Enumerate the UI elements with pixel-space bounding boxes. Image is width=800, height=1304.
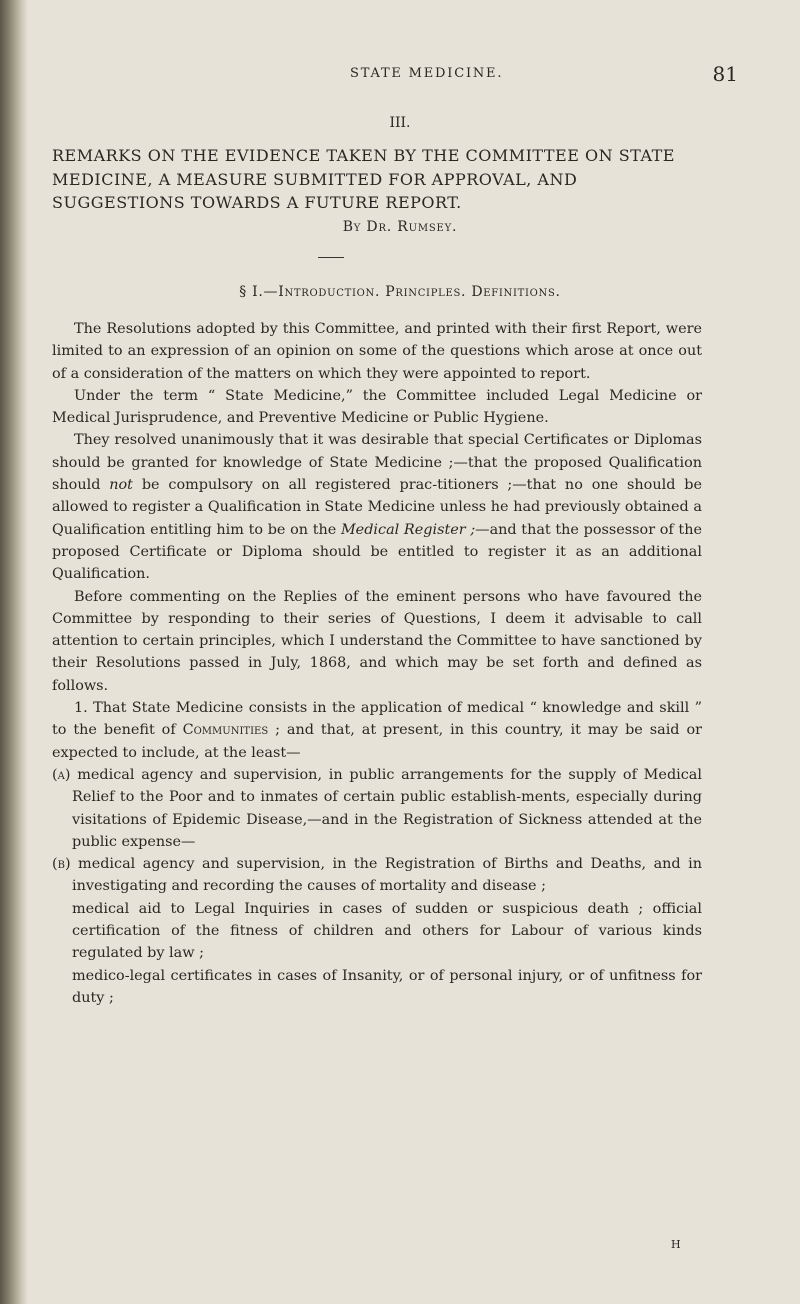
item-label: (a) [52,766,71,783]
list-item-b-continued: medical aid to Legal Inquiries in cases of sudden or suspicious death ; official certification of the fitness of children and others for Labour of various kinds regulated by law ; [72,900,702,962]
page-number: 81 [712,62,738,86]
signature-mark: H [671,1238,681,1251]
article-title: REMARKS ON THE EVIDENCE TAKEN BY THE COMMITTEE ON STATE MEDICINE, A MEASURE SUBMITTED FOR APPROVAL, AND SUGGESTIONS TOWARDS A FUTURE REPORT. [52,146,675,212]
running-title: STATE MEDICINE. [350,66,504,81]
paragraph: Under the term “ State Medicine,” the Committee included Legal Medicine or Medical Jurisprudence, and Preventive Medicine or Public Hygiene. [52,387,702,427]
divider-rule [318,257,344,258]
section-number: III. [389,115,411,131]
emphasis-medical-register: Medical Register ; [340,521,476,538]
paragraph: They resolved unanimously that it was desirable that special Certificates or Diplomas should be granted for knowledge of State Medicine ;—that the proposed Qualification should not be compulsory on all registered prac-titioners ;—that no one should be allowed to register a Qualification in State Medicine unless he had previously obtained a Qualification entitling him to be on the Medical Register ;—and that the possessor of the proposed Certificate or Diploma should be entitled to register it as an additional Qualification. [52,432,702,583]
list-item-a: (a) medical agency and supervision, in public arrangements for the supply of Medical Relief to the Poor and to inmates of certain public establish-ments, especially during visitations of Epidemic Disease,—and in the Registration of Sickness attended at the public expense— [52,766,702,850]
list-item-b: (b) medical agency and supervision, in the Registration of Births and Deaths, and in investigating and recording the causes of mortality and disease ; [52,856,702,895]
list-item-b-continued: medico-legal certificates in cases of Insanity, or of personal injury, or of unfitness for duty ; [72,967,702,1006]
author-byline: By Dr. Rumsey. [342,219,458,235]
body-text [52,318,702,1009]
small-caps-communities: Communities [182,722,269,739]
paragraph: Before commenting on the Replies of the eminent persons who have favoured the Committee by responding to their series of Questions, I deem it advisable to call attention to certain principles, which I understand the Committee to have sanctioned by their Resolutions passed in July, 1868, and which may be set forth and defined as follows. [52,588,702,694]
page-gutter-shadow [0,0,28,1304]
book-page [50,0,750,1304]
paragraph-numbered: 1. That State Medicine consists in the application of medical “ knowledge and skill ” to the benefit of Communities ; and that, at present, in this country, it may be said or expected to include, at the least— [52,700,702,761]
item-label: (b) [52,856,71,873]
running-header [50,62,750,86]
section-heading: § I.—Introduction. Principles. Definitions. [239,284,561,300]
emphasis-not: not [109,477,133,494]
paragraph: The Resolutions adopted by this Committee, and printed with their first Report, were limited to an expression of an opinion on some of the questions which arose at once out of a consideration of the matters on which they were appointed to report. [52,321,702,382]
